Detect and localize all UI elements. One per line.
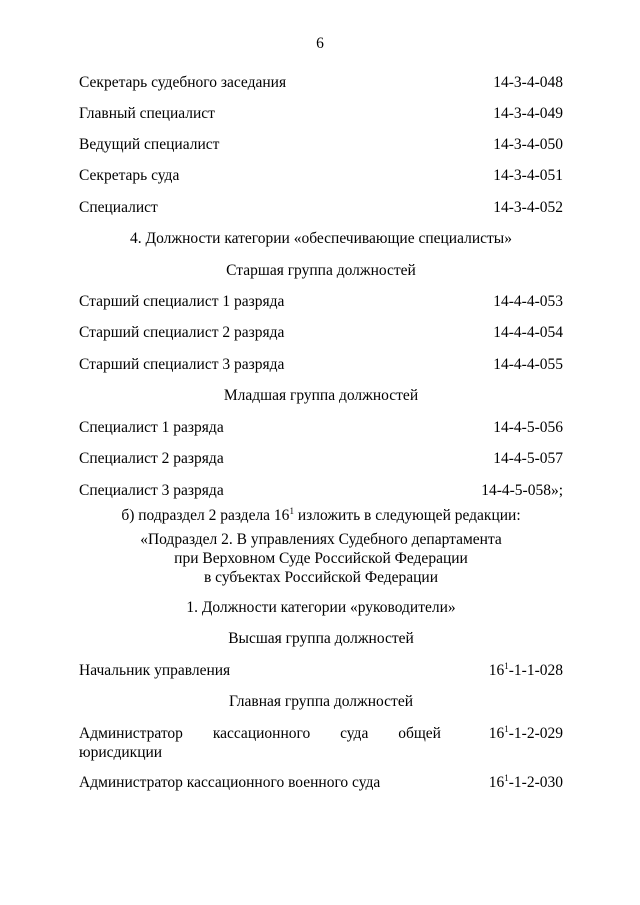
position-code: 14-3-4-052 [493,199,563,216]
position-title: Главный специалист [79,105,215,122]
code-prefix: 16 [488,725,505,742]
title-word: кассационного [212,725,311,742]
category-heading: 1. Должности категории «руководители» [186,599,456,616]
superscript: 1 [504,724,509,734]
code-suffix: -1-1-028 [508,662,563,679]
position-code: 14-4-4-055 [493,356,563,373]
superscript: 1 [289,506,294,516]
title-word: общей [398,725,441,742]
position-title: Старший специалист 3 разряда [79,356,285,373]
position-title: Ведущий специалист [79,136,220,153]
position-code: 14-4-5-056 [493,419,563,436]
group-heading: Главная группа должностей [228,693,414,710]
position-code: 14-4-5-057 [493,450,563,467]
amendment-instruction [79,507,563,525]
position-title: Начальник управления [79,662,231,679]
position-title: Специалист 3 разряда [79,482,224,499]
position-code [489,662,563,680]
group-heading: Высшая группа должностей [228,630,414,647]
position-code [489,724,563,743]
subsection-title-line: при Верховном Суде Российской Федерации [174,550,468,567]
code-prefix: 16 [488,774,505,791]
position-code: 14-3-4-051 [493,167,563,184]
group-heading: Старшая группа должностей [226,262,416,279]
code-suffix: -1-2-029 [508,725,563,742]
position-title: Старший специалист 1 разряда [79,293,285,310]
position-title: Старший специалист 2 разряда [79,324,285,341]
subsection-title-line: «Подраздел 2. В управлениях Судебного департамента [140,531,502,548]
instruction-text: б) подраздел 2 раздела 16 [121,507,290,524]
code-suffix: -1-2-030 [508,774,563,791]
page-number: 6 [316,35,324,52]
position-code: 14-3-4-050 [493,136,563,153]
position-title: Специалист [79,199,158,216]
superscript: 1 [504,773,509,783]
subsection-title [79,530,563,587]
category-heading: 4. Должности категории «обеспечивающие специалисты» [130,230,512,247]
title-word: суда [340,725,369,742]
subsection-title-line: в субъектах Российской Федерации [203,569,439,586]
position-title-line: юрисдикции [79,744,163,761]
position-code: 14-3-4-049 [493,105,563,122]
position-code: 14-4-4-053 [493,293,563,310]
position-code: 14-4-5-058»; [481,482,563,499]
title-word: Администратор [79,725,183,742]
position-title: Секретарь судебного заседания [79,74,287,91]
position-code: 14-4-4-054 [493,324,563,341]
group-heading: Младшая группа должностей [223,387,419,404]
position-title: Специалист 2 разряда [79,450,224,467]
superscript: 1 [504,661,509,671]
position-title: Администратор кассационного военного суда [79,774,381,791]
position-title: Секретарь суда [79,167,180,184]
position-title-line [79,724,441,743]
instruction-text: изложить в следующей редакции: [293,507,521,524]
position-title [79,724,441,762]
position-code [489,774,563,792]
code-prefix: 16 [488,662,505,679]
position-title: Специалист 1 разряда [79,419,224,436]
position-code: 14-3-4-048 [493,74,563,91]
